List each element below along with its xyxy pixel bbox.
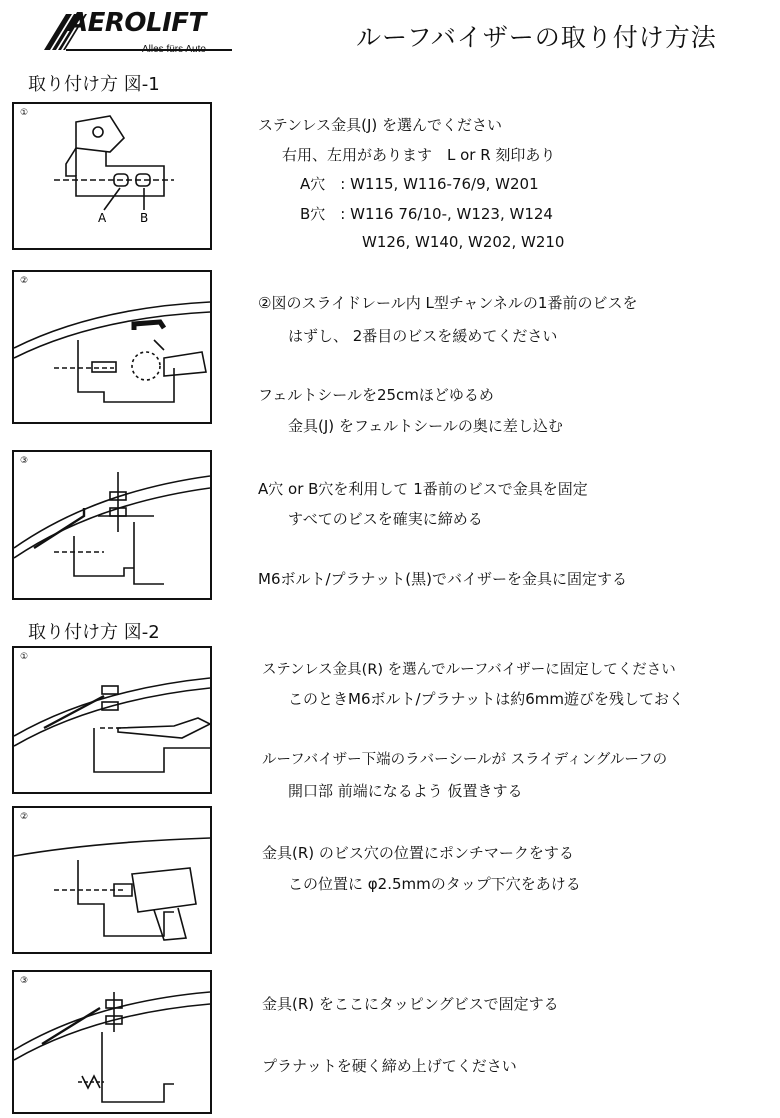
figure-number: ② <box>20 812 29 822</box>
figure-2-2 <box>12 806 212 954</box>
instruction-line: M6ボルト/プラナット(黒)でバイザーを金具に固定する <box>258 570 627 588</box>
instruction-line: ステンレス金具(R) を選んでルーフバイザーに固定してください <box>262 662 676 678</box>
instruction-line: 開口部 前端になるよう 仮置きする <box>288 782 523 800</box>
instruction-line: すべてのビスを確実に締める <box>288 510 483 528</box>
instruction-line: 金具(J) をフェルトシールの奥に差し込む <box>288 417 563 435</box>
instruction-line: フェルトシールを25cmほどゆるめ <box>258 386 494 404</box>
slide-rail-diagram <box>14 272 210 422</box>
instruction-line: ステンレス金具(J) を選んでください <box>258 116 503 134</box>
instruction-line: A穴 or B穴を利用して 1番前のビスで金具を固定 <box>258 480 588 498</box>
instruction-line: 右用、左用があります L or R 刻印あり <box>282 146 556 164</box>
figure-2-3 <box>12 970 212 1114</box>
figure-2-1 <box>12 646 212 794</box>
tapping-screw-diagram <box>14 972 210 1112</box>
instruction-line: ルーフバイザー下端のラバーシールが スライディングルーフの <box>262 752 668 768</box>
figure-number: ② <box>20 276 29 286</box>
logo-wordmark: AEROLIFT <box>68 8 206 38</box>
label-b: B <box>140 211 149 225</box>
figure-1-2 <box>12 270 212 424</box>
instruction-line: 金具(R) のビス穴の位置にポンチマークをする <box>262 844 574 862</box>
logo-tagline: Alles fürs Auto <box>142 44 206 55</box>
instruction-line: このときM6ボルト/プラナットは約6mm遊びを残しておく <box>288 690 685 708</box>
instruction-line: プラナットを硬く締め上げてください <box>262 1057 517 1075</box>
instruction-line: はずし、 2番目のビスを緩めてください <box>288 327 558 345</box>
instruction-line: A穴 : W115, W116-76/9, W201 <box>300 175 539 193</box>
instruction-line: B穴 : W116 76/10-, W123, W124 <box>300 205 553 223</box>
section-title-2: 取り付け方 図-2 <box>28 622 160 643</box>
figure-number: ③ <box>20 456 29 466</box>
bracket-diagram <box>14 104 210 248</box>
figure-number: ① <box>20 108 29 118</box>
visor-placement-diagram <box>14 648 210 792</box>
figure-number: ③ <box>20 976 29 986</box>
bracket-fixing-diagram <box>14 452 210 598</box>
drilling-diagram <box>14 808 210 952</box>
figure-1-3 <box>12 450 212 600</box>
figure-number: ① <box>20 652 29 662</box>
instruction-line: ②図のスライドレール内 L型チャンネルの1番前のビスを <box>258 294 638 312</box>
figure-1-1 <box>12 102 212 250</box>
instruction-line: 金具(R) をここにタッピングビスで固定する <box>262 995 559 1013</box>
instruction-line: この位置に φ2.5mmのタップ下穴をあける <box>288 875 581 893</box>
section-title-1: 取り付け方 図-1 <box>28 74 160 95</box>
instruction-line: W126, W140, W202, W210 <box>362 233 565 251</box>
label-a: A <box>98 211 107 225</box>
document-title: ルーフバイザーの取り付け方法 <box>356 23 717 52</box>
